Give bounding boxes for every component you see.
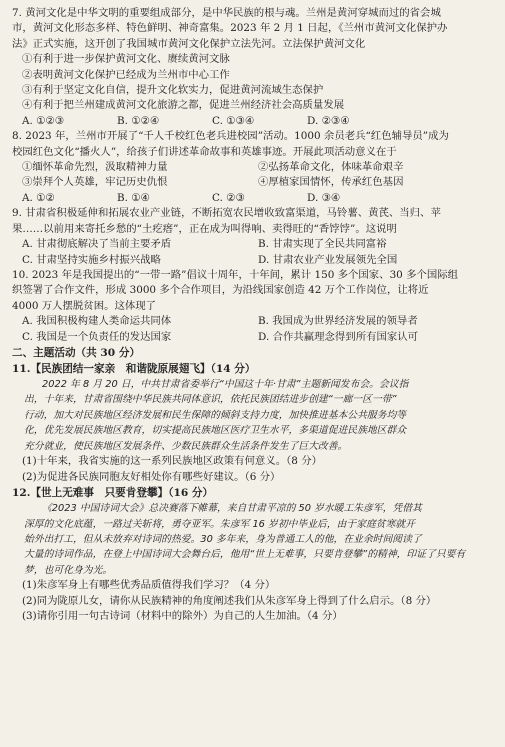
q11-material-line-3: 行动，加大对民族地区经济发展和民生保障的倾斜支持力度，加快推进基本公共服务均等 [24, 409, 407, 421]
q12-subquestion-3: (3)请你引用一句古诗词（材料中的除外）为自己的人生加油。（4 分） [22, 610, 343, 623]
question-9 [12, 206, 491, 268]
q12-material-line-5: 梦，也可化身为光。 [24, 564, 113, 576]
question-8 [12, 129, 491, 206]
q7-option-c[interactable]: C. ①③④ [212, 114, 255, 127]
question-7 [12, 6, 491, 129]
q8-option-d[interactable]: D. ③④ [307, 191, 341, 204]
q12-material-line-2: 深厚的文化底蕴，一路过关斩将，勇夺亚军。朱彦军 16 岁初中毕业后，由于家庭贫寒就开 [24, 518, 415, 530]
question-11 [12, 361, 491, 485]
q11-subquestion-1: (1)十年来，我省实施的这一系列民族地区政策有何意义。（8 分） [22, 454, 322, 467]
q11-number: 11. [12, 362, 31, 375]
q11-score: （14 分） [210, 362, 256, 375]
q7-option-b[interactable]: B. ①②④ [117, 114, 160, 127]
q11-material-line-2: 出，十年来，甘肃省围绕中华民族共同体意识，依托民族团结进步创建“一廊一区一带” [24, 394, 397, 406]
q8-options [12, 191, 491, 206]
q9-option-c[interactable]: C. 甘肃坚持实施乡村振兴战略 [22, 253, 161, 266]
q10-stem-line-3: 4000 万人摆脱贫困。这体现了 [12, 299, 157, 312]
q8-stem-line-2: 校园红色文化“播火人”，给孩子们讲述革命故事和英雄事迹。开展此项活动意义在于 [12, 145, 397, 158]
q12-score: （16 分） [168, 487, 214, 500]
q10-options-row-2 [12, 330, 491, 345]
q7-options [12, 114, 491, 129]
question-10 [12, 268, 491, 345]
q7-stem-line-2: 市，黄河文化形态多样、特色鲜明、神奇富集。2023 年 2 月 1 日起，《兰州市黄河文化保护办 [12, 22, 448, 35]
q8-stem-line-1: 8. 2023 年，兰州市开展了“千人千校红色老兵进校园”活动。1000 余员老兵“红色辅导员”成为 [12, 130, 449, 143]
q8-option-c[interactable]: C. ②③ [212, 191, 245, 204]
q12-subquestion-2: (2)同为陇原儿女，请你从民族精神的角度阐述我们从朱彦军身上得到了什么启示。（8 分） [22, 594, 437, 607]
q11-material-line-5: 充分就业，使民族地区发展条件、少数民族群众生活条件发生了巨大改善。 [24, 440, 348, 452]
q9-options-row-2 [12, 253, 491, 268]
q10-option-c[interactable]: C. 我国是一个负责任的发达国家 [22, 330, 172, 343]
q11-heading [12, 361, 491, 377]
q12-material-line-1: 《2023 中国诗词大会》总决赛落下帷幕，来自甘肃平凉的 50 岁水暖工朱彦军，凭借其 [42, 503, 422, 515]
q11-material-line-1: 2022 年 8 月 20 日，中共甘肃省委举行“中国这十年·甘肃”主题新闻发布会。会议指 [42, 378, 409, 390]
q9-options-row-1 [12, 237, 491, 252]
q7-statement-4: ④有利于把兰州建成黄河文化旅游之都，促进兰州经济社会高质量发展 [22, 99, 345, 112]
q7-stem-line-1: 7. 黄河文化是中华文明的重要组成部分，是中华民族的根与魂。兰州是黄河穿城而过的省会城 [12, 7, 441, 19]
q10-option-a[interactable]: A. 我国积极构建人类命运共同体 [22, 315, 172, 328]
q9-stem-line-1: 9. 甘肃省积极延伸和拓展农业产业链，不断拓宽农民增收致富渠道，马铃薯、黄芪、当归、苹 [12, 207, 441, 220]
q8-option-a[interactable]: A. ①② [22, 191, 55, 204]
q9-option-d[interactable]: D. 甘肃农业产业发展领先全国 [258, 253, 398, 266]
q12-material-line-4: 大量的诗词作品，在登上中国诗词大会舞台后，他用“世上无难事，只要肯登攀”的精神，印证了只要有 [24, 549, 466, 561]
q10-option-b[interactable]: B. 我国成为世界经济发展的领导者 [258, 315, 418, 328]
q10-stem-line-1: 10. 2023 年是我国提出的“一带一路”倡议十周年，十年间，累计 150 多个国家、30 多个国际组 [12, 268, 459, 281]
q12-heading [12, 485, 491, 501]
q8-statement-4: ④厚植家国情怀，传承红色基因 [258, 176, 404, 189]
q8-statement-3: ③崇拜个人英雄，牢记历史仇恨 [22, 176, 168, 189]
q10-option-d[interactable]: D. 合作共赢理念得到所有国家认可 [258, 330, 419, 343]
section-heading: 二、主题活动（共 30 分） [12, 346, 141, 359]
q7-stem-line-3: 法》正式实施，这开创了我国城市黄河文化保护立法先河。立法保护黄河文化 [12, 37, 366, 50]
q12-material-line-3: 始外出打工，但从未放弃对诗词的热爱。30 多年来，身为普通工人的他，在业余时间阅读了 [24, 533, 422, 545]
q7-statement-1: ①有利于进一步保护黄河文化、赓续黄河文脉 [22, 53, 230, 66]
q8-statement-1: ①缅怀革命先烈，汲取精神力量 [22, 161, 168, 174]
q7-option-a[interactable]: A. ①②③ [22, 114, 65, 127]
q10-options-row-1 [12, 314, 491, 329]
q8-option-b[interactable]: B. ①④ [117, 191, 150, 204]
q11-subquestion-2: (2)为促进各民族同胞友好相处你有哪些好建议。（6 分） [22, 470, 281, 483]
q12-number: 12. [12, 487, 31, 500]
q9-option-a[interactable]: A. 甘肃彻底解决了当前主要矛盾 [22, 238, 172, 251]
q7-statement-3: ③有利于坚定文化自信，提升文化软实力，促进黄河流域生态保护 [22, 84, 324, 97]
q11-title: 【民族团结一家亲 和谐陇原展翅飞】 [30, 362, 211, 375]
q8-statements-row-2 [12, 175, 491, 190]
q8-statement-2: ②弘扬革命文化，体味革命艰辛 [258, 161, 404, 174]
q9-stem-line-2: 果……以前用来寄托乡愁的“土疙瘩”，正在成为叫得响、卖得旺的“香饽饽”。这说明 [12, 222, 397, 235]
question-12 [12, 485, 491, 625]
q9-option-b[interactable]: B. 甘肃实现了全民共同富裕 [258, 238, 387, 251]
q7-statement-2: ②表明黄河文化保护已经成为兰州市中心工作 [22, 68, 230, 81]
q7-option-d[interactable]: D. ②③④ [307, 114, 350, 127]
q11-material-line-4: 化，优先发展民族地区教育，切实提高民族地区医疗卫生水平，多渠道促进民族地区群众 [24, 425, 407, 437]
q12-subquestion-1: (1)朱彦军身上有哪些优秀品质值得我们学习？（4 分） [22, 579, 276, 592]
q10-stem-line-2: 织签署了合作文件，形成 3000 多个合作项目，为沿线国家创造 42 万个工作岗位，让将近 [12, 284, 429, 297]
q12-title: 【世上无难事 只要肯登攀】 [30, 487, 169, 500]
q8-statements-row-1 [12, 160, 491, 175]
